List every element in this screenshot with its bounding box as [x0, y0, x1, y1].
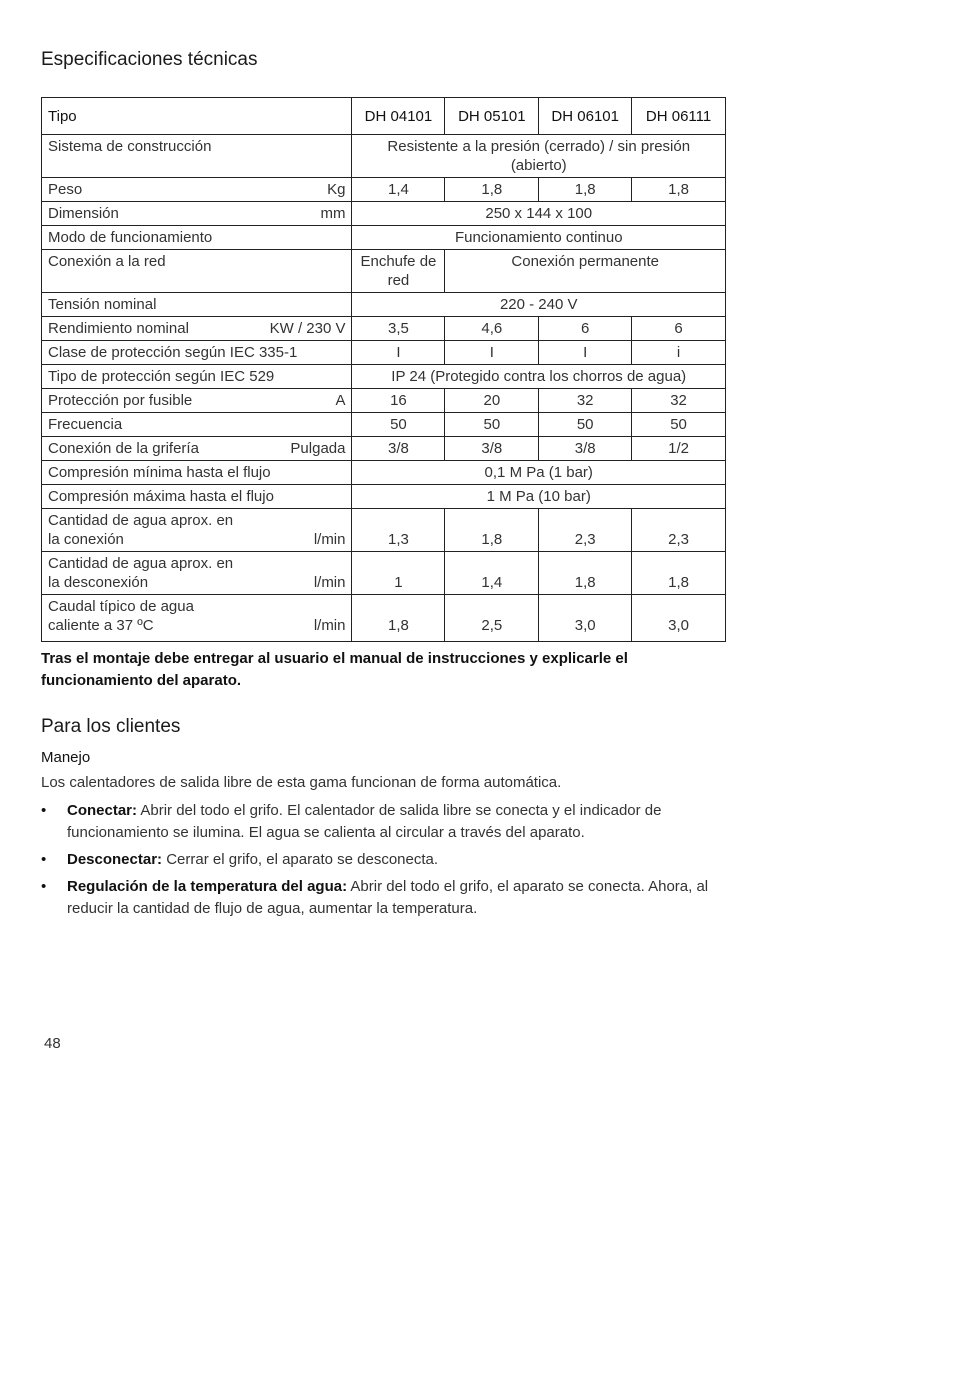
header-tipo: Tipo	[42, 98, 352, 135]
cell-value: I	[539, 341, 632, 365]
header-model: DH 04101	[352, 98, 445, 135]
cell-value: 1,8	[445, 509, 539, 552]
table-row	[42, 250, 726, 293]
row-label: Tipo de protección según IEC 529	[42, 365, 352, 389]
row-label: Compresión máxima hasta el flujo	[42, 485, 352, 509]
item-term: Regulación de la temperatura del agua:	[67, 878, 348, 895]
table-row	[42, 437, 726, 461]
row-label: Tensión nominal	[42, 293, 352, 317]
row-unit: KW / 230 V	[269, 320, 346, 337]
table-row	[42, 226, 726, 250]
row-label: Caudal típico de agua caliente a 37 ºC l/min	[42, 595, 352, 642]
table-row	[42, 389, 726, 413]
table-row	[42, 202, 726, 226]
row-unit: Kg	[327, 181, 346, 198]
row-label: Sistema de construcción	[42, 135, 352, 178]
cell-value: 1,3	[352, 509, 445, 552]
row-label: Cantidad de agua aprox. en la conexión l/min	[42, 509, 352, 552]
item-text: Abrir del todo el grifo. El calentador de salida libre se conecta y el indicador de funcionamiento se ilumina. El agua se calienta al circular a través del aparato.	[67, 802, 662, 841]
row-value: Resistente a la presión (cerrado) / sin presión (abierto)	[352, 135, 726, 178]
cell-value: 6	[632, 317, 726, 341]
row-value: 1 M Pa (10 bar)	[352, 485, 726, 509]
cell-value: I	[352, 341, 445, 365]
cell-value: 6	[539, 317, 632, 341]
cell-value: 1,4	[352, 178, 445, 202]
row-label: Rendimiento nominal KW / 230 V	[42, 317, 352, 341]
table-row	[42, 178, 726, 202]
page-title: Especificaciones técnicas	[41, 49, 258, 70]
row-value: 220 - 240 V	[352, 293, 726, 317]
cell-value: 32	[539, 389, 632, 413]
cell-value: 3,0	[632, 595, 726, 642]
row-unit: l/min	[313, 574, 346, 591]
cell-value: 3/8	[445, 437, 539, 461]
item-term: Desconectar:	[67, 851, 163, 868]
cell-value: 2,3	[539, 509, 632, 552]
row-unit: A	[335, 392, 346, 409]
row-value: Conexión permanente	[445, 250, 726, 293]
table-row	[42, 552, 726, 595]
installation-note: Tras el montaje debe entregar al usuario el manual de instrucciones y explicarle el funcionamiento del aparato.	[41, 650, 628, 689]
item-text: Cerrar el grifo, el aparato se desconecta.	[162, 851, 439, 868]
table-row	[42, 485, 726, 509]
row-value: 250 x 144 x 100	[352, 202, 726, 226]
list-item	[41, 800, 731, 844]
row-unit: l/min	[313, 531, 346, 548]
cell-value: 1,4	[445, 552, 539, 595]
row-label: Compresión mínima hasta el flujo	[42, 461, 352, 485]
cell-value: 2,5	[445, 595, 539, 642]
row-label: Conexión de la grifería Pulgada	[42, 437, 352, 461]
bullet-icon: •	[41, 878, 47, 895]
cell-value: 50	[632, 413, 726, 437]
cell-value: 1,8	[632, 552, 726, 595]
item-term: Conectar:	[67, 802, 138, 819]
instructions-list	[41, 800, 731, 925]
cell-value: I	[445, 341, 539, 365]
row-label: Cantidad de agua aprox. en la desconexión l/min	[42, 552, 352, 595]
cell-value: 16	[352, 389, 445, 413]
subsection-title: Manejo	[41, 749, 91, 766]
table-row	[42, 365, 726, 389]
cell-value: 1,8	[352, 595, 445, 642]
row-label: Dimensión mm	[42, 202, 352, 226]
row-label: Protección por fusible A	[42, 389, 352, 413]
row-value: IP 24 (Protegido contra los chorros de agua)	[352, 365, 726, 389]
cell-value: Enchufe de red	[352, 250, 445, 293]
cell-value: 1,8	[445, 178, 539, 202]
table-header-row	[42, 98, 726, 135]
cell-value: 1,8	[539, 552, 632, 595]
cell-value: 3/8	[352, 437, 445, 461]
cell-value: 4,6	[445, 317, 539, 341]
table-row	[42, 595, 726, 642]
cell-value: 32	[632, 389, 726, 413]
cell-value: 3/8	[539, 437, 632, 461]
row-label: Clase de protección según IEC 335-1	[42, 341, 352, 365]
cell-value: 1,8	[539, 178, 632, 202]
table-row	[42, 413, 726, 437]
cell-value: i	[632, 341, 726, 365]
cell-value: 50	[445, 413, 539, 437]
bullet-icon: •	[41, 851, 47, 868]
cell-value: 3,5	[352, 317, 445, 341]
row-unit: mm	[320, 205, 346, 222]
page-number: 48	[44, 1035, 61, 1052]
row-label: Conexión a la red	[42, 250, 352, 293]
list-item	[41, 849, 731, 871]
cell-value: 3,0	[539, 595, 632, 642]
section-title: Para los clientes	[41, 716, 181, 737]
item-text: Abrir del todo el grifo, el aparato se conecta. Ahora, al reducir la cantidad de flujo de agua, aumentar la temperatura.	[67, 878, 709, 917]
row-unit: Pulgada	[290, 440, 346, 457]
cell-value: 50	[539, 413, 632, 437]
cell-value: 2,3	[632, 509, 726, 552]
header-model: DH 05101	[445, 98, 539, 135]
table-row	[42, 317, 726, 341]
list-item	[41, 876, 731, 920]
cell-value: 20	[445, 389, 539, 413]
header-model: DH 06111	[632, 98, 726, 135]
table-row	[42, 135, 726, 178]
table-row	[42, 293, 726, 317]
table-row	[42, 341, 726, 365]
cell-value: 1	[352, 552, 445, 595]
intro-text: Los calentadores de salida libre de esta gama funcionan de forma automática.	[41, 774, 562, 791]
table-row	[42, 461, 726, 485]
bullet-icon: •	[41, 802, 47, 819]
row-label: Peso Kg	[42, 178, 352, 202]
row-value: Funcionamiento continuo	[352, 226, 726, 250]
row-label: Frecuencia	[42, 413, 352, 437]
table-row	[42, 509, 726, 552]
cell-value: 1,8	[632, 178, 726, 202]
row-label: Modo de funcionamiento	[42, 226, 352, 250]
row-unit: l/min	[313, 617, 346, 634]
cell-value: 50	[352, 413, 445, 437]
specifications-table	[41, 97, 726, 642]
row-value: 0,1 M Pa (1 bar)	[352, 461, 726, 485]
cell-value: 1/2	[632, 437, 726, 461]
header-model: DH 06101	[539, 98, 632, 135]
